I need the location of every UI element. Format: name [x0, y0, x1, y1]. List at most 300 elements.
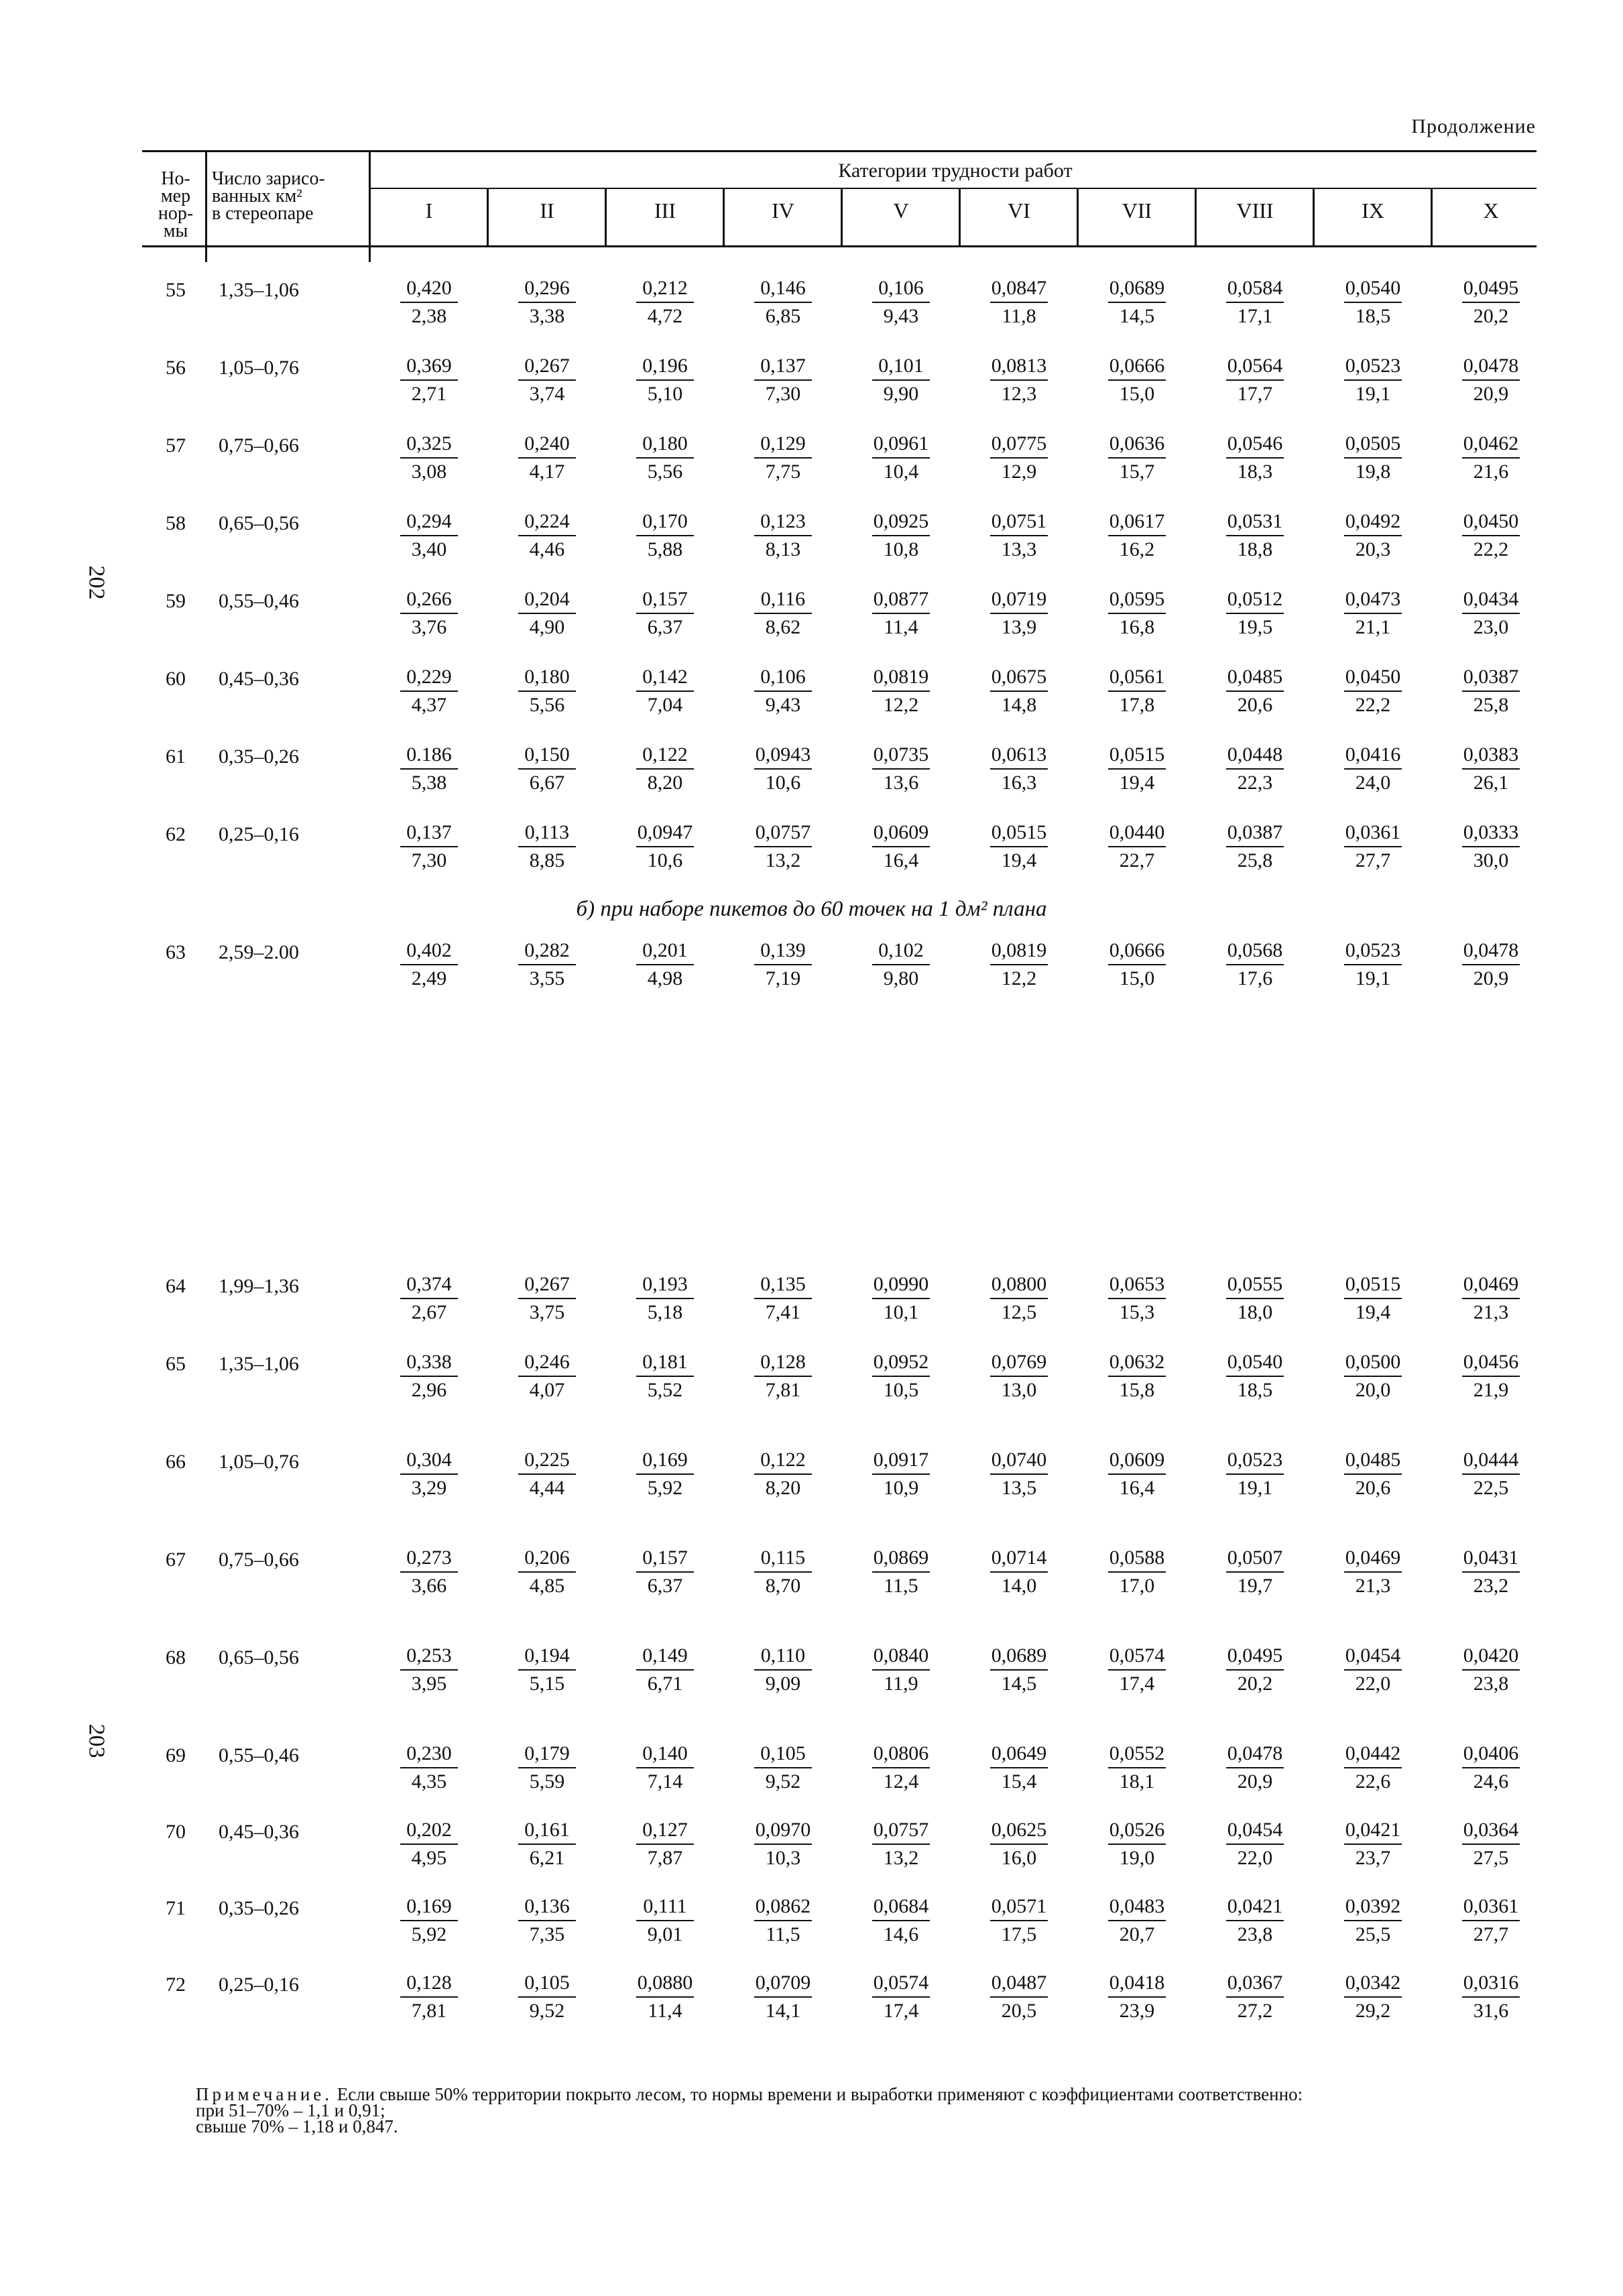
norm-cell — [733, 1971, 833, 2023]
time-norm-value: 0,169 — [642, 1449, 688, 1471]
time-norm-value: 0,225 — [524, 1449, 570, 1471]
time-norm-value: 0,102 — [878, 939, 924, 961]
output-norm-value: 10,6 — [765, 772, 801, 794]
output-norm-value: 9,09 — [765, 1673, 801, 1695]
time-norm-value: 0,0431 — [1463, 1547, 1519, 1569]
time-norm-value: 0,137 — [406, 821, 452, 843]
output-norm-value: 31,6 — [1473, 2000, 1509, 2022]
norm-cell — [615, 1894, 715, 1947]
time-norm-value: 0,0880 — [637, 1972, 693, 1994]
norm-cell — [379, 1546, 479, 1598]
time-norm-value: 0,0552 — [1109, 1742, 1165, 1764]
time-norm-value: 0,0709 — [755, 1972, 811, 1994]
norm-cell — [1441, 1894, 1541, 1947]
time-norm-value: 0,140 — [642, 1742, 688, 1764]
time-norm-value: 0,111 — [643, 1895, 687, 1917]
norm-cell — [1205, 1546, 1305, 1598]
output-norm-value: 11,5 — [766, 1923, 800, 1945]
output-norm-value: 18,1 — [1119, 1770, 1155, 1793]
time-norm-value: 0,266 — [406, 588, 452, 610]
norm-cell — [379, 1742, 479, 1794]
norm-cell — [851, 1818, 951, 1870]
output-norm-value: 6,71 — [647, 1673, 683, 1695]
norm-cell — [1205, 743, 1305, 795]
row-norm-number: 72 — [166, 1974, 186, 1996]
norm-cell — [851, 743, 951, 795]
time-norm-value: 0,325 — [406, 432, 452, 455]
time-norm-value: 0,0775 — [991, 432, 1047, 455]
output-norm-value: 9,43 — [883, 305, 919, 327]
category-header-1: I — [425, 198, 433, 223]
norm-cell — [851, 432, 951, 484]
page-number-202: 202 — [84, 565, 109, 600]
output-norm-value: 14,0 — [1001, 1575, 1037, 1597]
time-norm-value: 0,157 — [642, 1547, 688, 1569]
time-norm-value: 0,0584 — [1227, 277, 1283, 299]
output-norm-value: 11,9 — [884, 1673, 918, 1695]
output-norm-value: 29,2 — [1355, 2000, 1391, 2022]
time-norm-value: 0,0342 — [1345, 1972, 1401, 1994]
norm-cell — [733, 354, 833, 406]
output-norm-value: 19,1 — [1237, 1477, 1273, 1499]
norm-cell — [615, 939, 715, 991]
time-norm-value: 0,0675 — [991, 666, 1047, 688]
norm-cell — [1441, 1448, 1541, 1500]
row-norm-number: 67 — [166, 1549, 186, 1571]
time-norm-value: 0,0418 — [1109, 1972, 1165, 1994]
time-norm-value: 0,0462 — [1463, 432, 1519, 455]
row-norm-number: 63 — [166, 941, 186, 963]
output-norm-value: 5,88 — [647, 538, 683, 560]
output-norm-value: 8,70 — [765, 1575, 801, 1597]
norm-cell — [1087, 743, 1187, 795]
output-norm-value: 24,6 — [1473, 1770, 1509, 1793]
output-norm-value: 16,3 — [1001, 772, 1037, 794]
header-km-count: Число зарисо- ванных км² в стереопаре — [212, 168, 325, 224]
header-divider — [205, 152, 207, 262]
output-norm-value: 12,3 — [1001, 383, 1037, 405]
output-norm-value: 22,7 — [1119, 849, 1155, 871]
norm-cell — [1441, 1742, 1541, 1794]
time-norm-value: 0,0523 — [1345, 355, 1401, 377]
norm-cell — [615, 1448, 715, 1500]
time-norm-value: 0,0800 — [991, 1273, 1047, 1295]
time-norm-value: 0,113 — [524, 821, 570, 843]
time-norm-value: 0,0714 — [991, 1547, 1047, 1569]
time-norm-value: 0,0632 — [1109, 1351, 1165, 1373]
output-norm-value: 13,0 — [1001, 1379, 1037, 1401]
time-norm-value: 0,0684 — [873, 1895, 929, 1917]
time-norm-value: 0,0485 — [1345, 1449, 1401, 1471]
norm-cell — [851, 1742, 951, 1794]
norm-cell — [1323, 939, 1423, 991]
output-norm-value: 19,1 — [1355, 383, 1391, 405]
time-norm-value: 0,0387 — [1227, 821, 1283, 843]
norm-cell — [851, 821, 951, 873]
time-norm-value: 0,282 — [524, 939, 570, 961]
norm-cell — [1205, 276, 1305, 328]
output-norm-value: 19,1 — [1355, 967, 1391, 989]
time-norm-value: 0,304 — [406, 1449, 452, 1471]
output-norm-value: 4,72 — [647, 305, 683, 327]
output-norm-value: 6,67 — [529, 772, 565, 794]
norm-cell — [615, 743, 715, 795]
time-norm-value: 0,240 — [524, 432, 570, 455]
norm-cell — [1323, 1644, 1423, 1696]
norm-cell — [733, 665, 833, 717]
norm-cell — [497, 1350, 597, 1402]
time-norm-value: 0,0454 — [1227, 1819, 1283, 1841]
output-norm-value: 2,38 — [411, 305, 447, 327]
row-norm-number: 55 — [166, 279, 186, 301]
time-norm-value: 0,0574 — [873, 1972, 929, 1994]
norm-cell — [615, 1644, 715, 1696]
norm-cell — [1087, 509, 1187, 562]
norm-cell — [1087, 432, 1187, 484]
output-norm-value: 11,4 — [884, 616, 918, 638]
time-norm-value: 0,0636 — [1109, 432, 1165, 455]
time-norm-value: 0,229 — [406, 666, 452, 688]
norm-cell — [497, 1644, 597, 1696]
row-norm-number: 68 — [166, 1646, 186, 1669]
norm-cell — [733, 1350, 833, 1402]
norm-cell — [851, 1546, 951, 1598]
time-norm-value: 0,369 — [406, 355, 452, 377]
norm-cell — [851, 276, 951, 328]
output-norm-value: 18,0 — [1237, 1301, 1273, 1323]
row-km-range: 0,45–0,36 — [219, 668, 299, 690]
time-norm-value: 0,0943 — [755, 743, 811, 766]
output-norm-value: 20,9 — [1473, 967, 1509, 989]
time-norm-value: 0,0387 — [1463, 666, 1519, 688]
norm-cell — [733, 1818, 833, 1870]
row-km-range: 1,35–1,06 — [219, 1353, 299, 1375]
norm-cell — [1441, 743, 1541, 795]
row-km-range: 2,59–2.00 — [219, 941, 299, 963]
norm-cell — [1205, 1644, 1305, 1696]
norm-cell — [851, 665, 951, 717]
time-norm-value: 0,128 — [760, 1351, 806, 1373]
output-norm-value: 23,2 — [1473, 1575, 1509, 1597]
norm-cell — [1087, 821, 1187, 873]
output-norm-value: 4,85 — [529, 1575, 565, 1597]
norm-cell — [733, 1546, 833, 1598]
time-norm-value: 0,0406 — [1463, 1742, 1519, 1764]
norm-cell — [851, 1448, 951, 1500]
norm-cell — [1323, 665, 1423, 717]
time-norm-value: 0,0847 — [991, 277, 1047, 299]
norm-cell — [969, 1350, 1069, 1402]
output-norm-value: 5,92 — [647, 1477, 683, 1499]
output-norm-value: 14,5 — [1001, 1673, 1037, 1695]
time-norm-value: 0,123 — [760, 510, 806, 532]
note-line-2: свыше 70% – 1,18 и 0,847. — [196, 2116, 398, 2136]
norm-cell — [733, 509, 833, 562]
output-norm-value: 19,4 — [1001, 849, 1037, 871]
norm-cell — [1087, 1272, 1187, 1325]
time-norm-value: 0,212 — [642, 277, 688, 299]
output-norm-value: 3,55 — [529, 967, 565, 989]
output-norm-value: 20,5 — [1001, 2000, 1037, 2022]
time-norm-value: 0,0588 — [1109, 1547, 1165, 1569]
norm-cell — [497, 587, 597, 640]
output-norm-value: 20,6 — [1237, 694, 1273, 716]
norm-cell — [969, 1546, 1069, 1598]
norm-cell — [1087, 1818, 1187, 1870]
norm-cell — [497, 939, 597, 991]
row-km-range: 1,99–1,36 — [219, 1275, 299, 1297]
category-header-5: V — [893, 198, 909, 223]
time-norm-value: 0,0961 — [873, 432, 929, 455]
time-norm-value: 0,170 — [642, 510, 688, 532]
output-norm-value: 4,17 — [529, 461, 565, 483]
norm-cell — [1323, 1546, 1423, 1598]
time-norm-value: 0,0487 — [991, 1972, 1047, 1994]
time-norm-value: 0,0515 — [1109, 743, 1165, 766]
time-norm-value: 0,0540 — [1345, 277, 1401, 299]
row-norm-number: 58 — [166, 512, 186, 534]
time-norm-value: 0,194 — [524, 1644, 570, 1667]
time-norm-value: 0,115 — [760, 1547, 806, 1569]
output-norm-value: 16,8 — [1119, 616, 1155, 638]
row-km-range: 0,35–0,26 — [219, 745, 299, 768]
row-km-range: 0,55–0,46 — [219, 590, 299, 612]
time-norm-value: 0,0735 — [873, 743, 929, 766]
time-norm-value: 0,128 — [406, 1972, 452, 1994]
output-norm-value: 17,5 — [1001, 1923, 1037, 1945]
norm-cell — [1323, 276, 1423, 328]
norm-cell — [1441, 665, 1541, 717]
norm-cell — [615, 276, 715, 328]
norm-cell — [1441, 1818, 1541, 1870]
time-norm-value: 0,0806 — [873, 1742, 929, 1764]
output-norm-value: 4,44 — [529, 1477, 565, 1499]
time-norm-value: 0,196 — [642, 355, 688, 377]
row-km-range: 1,05–0,76 — [219, 1451, 299, 1473]
row-norm-number: 66 — [166, 1451, 186, 1473]
time-norm-value: 0,267 — [524, 1273, 570, 1295]
output-norm-value: 7,14 — [647, 1770, 683, 1793]
row-norm-number: 57 — [166, 434, 186, 457]
norm-cell — [1205, 1894, 1305, 1947]
norm-cell — [1323, 1742, 1423, 1794]
output-norm-value: 25,5 — [1355, 1923, 1391, 1945]
time-norm-value: 0,0492 — [1345, 510, 1401, 532]
norm-cell — [615, 1742, 715, 1794]
time-norm-value: 0,0561 — [1109, 666, 1165, 688]
output-norm-value: 17,7 — [1237, 383, 1273, 405]
norm-cell — [497, 509, 597, 562]
norm-cell — [1087, 354, 1187, 406]
output-norm-value: 20,0 — [1355, 1379, 1391, 1401]
time-norm-value: 0,0316 — [1463, 1972, 1519, 1994]
norm-cell — [497, 821, 597, 873]
output-norm-value: 6,21 — [529, 1847, 565, 1869]
time-norm-value: 0,0523 — [1345, 939, 1401, 961]
time-norm-value: 0,106 — [760, 666, 806, 688]
output-norm-value: 11,4 — [648, 2000, 682, 2022]
norm-cell — [733, 276, 833, 328]
output-norm-value: 4,07 — [529, 1379, 565, 1401]
time-norm-value: 0,0450 — [1345, 666, 1401, 688]
output-norm-value: 21,1 — [1355, 616, 1391, 638]
time-norm-value: 0,402 — [406, 939, 452, 961]
output-norm-value: 10,1 — [883, 1301, 919, 1323]
time-norm-value: 0,137 — [760, 355, 806, 377]
output-norm-value: 3,74 — [529, 383, 565, 405]
time-norm-value: 0,105 — [760, 1742, 806, 1764]
norm-cell — [615, 1546, 715, 1598]
output-norm-value: 12,2 — [883, 694, 919, 716]
time-norm-value: 0,0483 — [1109, 1895, 1165, 1917]
row-km-range: 0,25–0,16 — [219, 823, 299, 845]
time-norm-value: 0,296 — [524, 277, 570, 299]
output-norm-value: 3,95 — [411, 1673, 447, 1695]
row-norm-number: 69 — [166, 1744, 186, 1766]
norm-cell — [969, 1742, 1069, 1794]
time-norm-value: 0,0448 — [1227, 743, 1283, 766]
norm-cell — [851, 1971, 951, 2023]
time-norm-value: 0,267 — [524, 355, 570, 377]
norm-cell — [733, 1272, 833, 1325]
output-norm-value: 25,8 — [1473, 694, 1509, 716]
norm-cell — [1323, 587, 1423, 640]
time-norm-value: 0,0819 — [991, 939, 1047, 961]
norm-cell — [615, 665, 715, 717]
header-categories-title: Категории трудности работ — [838, 160, 1073, 182]
time-norm-value: 0,0515 — [1345, 1273, 1401, 1295]
norm-cell — [379, 821, 479, 873]
time-norm-value: 0,246 — [524, 1351, 570, 1373]
time-norm-value: 0,0769 — [991, 1351, 1047, 1373]
time-norm-value: 0,149 — [642, 1644, 688, 1667]
output-norm-value: 7,87 — [647, 1847, 683, 1869]
norm-cell — [851, 587, 951, 640]
output-norm-value: 22,6 — [1355, 1770, 1391, 1793]
norm-cell — [497, 1894, 597, 1947]
output-norm-value: 4,35 — [411, 1770, 447, 1793]
output-norm-value: 27,7 — [1473, 1923, 1509, 1945]
time-norm-value: 0,0990 — [873, 1273, 929, 1295]
time-norm-value: 0,0757 — [873, 1819, 929, 1841]
time-norm-value: 0,0925 — [873, 510, 929, 532]
norm-cell — [969, 1818, 1069, 1870]
output-norm-value: 19,8 — [1355, 461, 1391, 483]
norm-cell — [379, 1644, 479, 1696]
output-norm-value: 3,08 — [411, 461, 447, 483]
norm-cell — [497, 1818, 597, 1870]
output-norm-value: 3,29 — [411, 1477, 447, 1499]
norm-cell — [1441, 821, 1541, 873]
time-norm-value: 0,0840 — [873, 1644, 929, 1667]
category-header-3: III — [654, 198, 676, 223]
time-norm-value: 0,0740 — [991, 1449, 1047, 1471]
output-norm-value: 8,20 — [647, 772, 683, 794]
norm-cell — [1441, 1350, 1541, 1402]
norm-cell — [969, 1644, 1069, 1696]
output-norm-value: 2,71 — [411, 383, 447, 405]
time-norm-value: 0,157 — [642, 588, 688, 610]
time-norm-value: 0,110 — [760, 1644, 806, 1667]
output-norm-value: 27,5 — [1473, 1847, 1509, 1869]
time-norm-value: 0,0440 — [1109, 821, 1165, 843]
time-norm-value: 0.186 — [406, 743, 452, 766]
row-km-range: 0,55–0,46 — [219, 1744, 299, 1766]
output-norm-value: 17,4 — [883, 2000, 919, 2022]
norm-cell — [733, 1742, 833, 1794]
norm-cell — [969, 587, 1069, 640]
norm-cell — [1323, 1894, 1423, 1947]
time-norm-value: 0,0617 — [1109, 510, 1165, 532]
time-norm-value: 0,0719 — [991, 588, 1047, 610]
time-norm-value: 0,0666 — [1109, 355, 1165, 377]
time-norm-value: 0,0540 — [1227, 1351, 1283, 1373]
output-norm-value: 19,4 — [1119, 772, 1155, 794]
norm-cell — [1205, 1742, 1305, 1794]
output-norm-value: 10,6 — [647, 849, 683, 871]
output-norm-value: 7,04 — [647, 694, 683, 716]
output-norm-value: 23,7 — [1355, 1847, 1391, 1869]
output-norm-value: 20,9 — [1237, 1770, 1273, 1793]
output-norm-value: 22,2 — [1355, 694, 1391, 716]
time-norm-value: 0,150 — [524, 743, 570, 766]
output-norm-value: 30,0 — [1473, 849, 1509, 871]
output-norm-value: 5,92 — [411, 1923, 447, 1945]
norm-cell — [615, 1971, 715, 2023]
time-norm-value: 0,0442 — [1345, 1742, 1401, 1764]
row-km-range: 0,35–0,26 — [219, 1897, 299, 1919]
norm-cell — [615, 821, 715, 873]
norm-cell — [733, 821, 833, 873]
norm-cell — [615, 1272, 715, 1325]
norm-cell — [1323, 432, 1423, 484]
row-norm-number: 59 — [166, 590, 186, 612]
norm-cell — [733, 939, 833, 991]
norm-cell — [1205, 821, 1305, 873]
output-norm-value: 10,3 — [765, 1847, 801, 1869]
time-norm-value: 0,0450 — [1463, 510, 1519, 532]
header-mid-rule — [369, 188, 1537, 189]
norm-cell — [1087, 1894, 1187, 1947]
time-norm-value: 0,0531 — [1227, 510, 1283, 532]
output-norm-value: 5,38 — [411, 772, 447, 794]
output-norm-value: 15,0 — [1119, 967, 1155, 989]
time-norm-value: 0,0523 — [1227, 1449, 1283, 1471]
norm-cell — [1323, 1448, 1423, 1500]
output-norm-value: 13,6 — [883, 772, 919, 794]
time-norm-value: 0,0546 — [1227, 432, 1283, 455]
time-norm-value: 0,0625 — [991, 1819, 1047, 1841]
output-norm-value: 25,8 — [1237, 849, 1273, 871]
row-km-range: 0,45–0,36 — [219, 1821, 299, 1843]
norm-cell — [1087, 939, 1187, 991]
norm-cell — [1087, 665, 1187, 717]
header-top-rule — [142, 150, 1537, 152]
norm-cell — [851, 354, 951, 406]
norm-cell — [1205, 1272, 1305, 1325]
norm-cell — [969, 354, 1069, 406]
norm-cell — [497, 354, 597, 406]
norm-cell — [615, 1350, 715, 1402]
norm-cell — [969, 509, 1069, 562]
time-norm-value: 0,146 — [760, 277, 806, 299]
output-norm-value: 17,8 — [1119, 694, 1155, 716]
time-norm-value: 0,0869 — [873, 1547, 929, 1569]
norm-cell — [851, 509, 951, 562]
norm-cell — [851, 1644, 951, 1696]
output-norm-value: 11,8 — [1002, 305, 1036, 327]
output-norm-value: 21,6 — [1473, 461, 1509, 483]
